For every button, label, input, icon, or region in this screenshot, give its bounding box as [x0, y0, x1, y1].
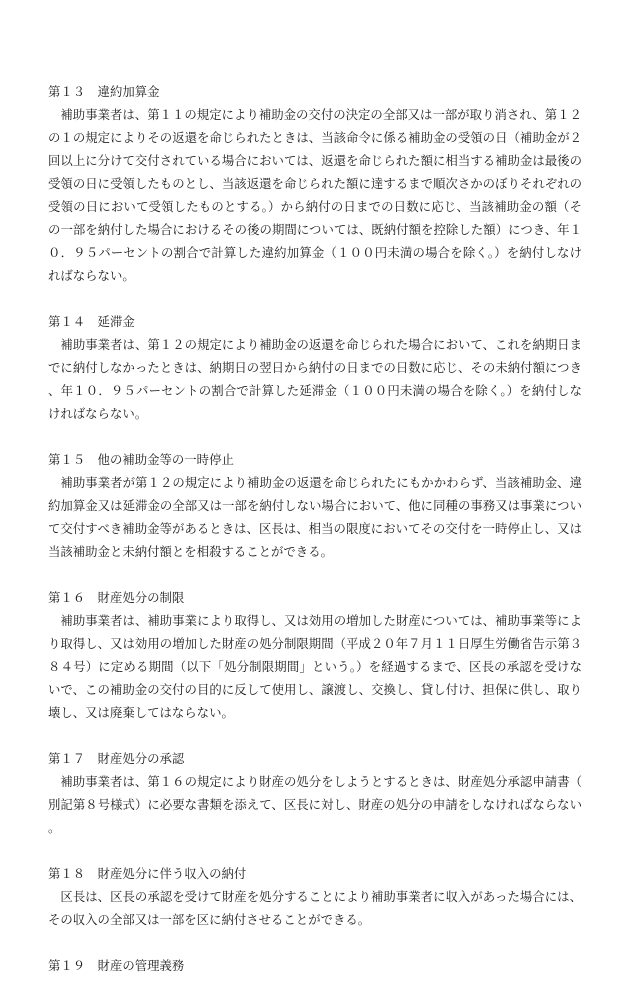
- section-body: 補助事業者は、第１６の規定により財産の処分をしようとするときは、財産処分承認申請書（別記第８号様式）に必要な書類を添えて、区長に対し、財産の処分の申請をしなければならない。: [48, 774, 582, 835]
- document-page: [48, 80, 582, 1000]
- section-heading: 第１７ 財産処分の承認: [48, 751, 185, 766]
- section-body: 補助事業者は、第１２の規定により補助金の返還を命じられた場合において、これを納期日までに納付しなかったときは、納期日の翌日から納付の日までの日数に応じ、その未納付額につき、年１０．９５パーセントの割合で計算した延滞金（１００円未満の場合を除く。）を納付しなければならない。: [48, 337, 582, 421]
- section-16: [48, 586, 582, 724]
- section-body: 補助事業者は、補助事業により取得し、又は効用の増加した財産については、補助事業等により取得し、又は効用の増加した財産の処分制限期間（平成２０年７月１１日厚生労働省告示第３８４号）に定める期間（以下「処分制限期間」という。）を経過するまで、区長の承認を受けないで、この補助金の交付の目的に反して使用し、譲渡し、交換し、貸し付け、担保に供し、取り壊し、又は廃棄してはならない。: [48, 613, 582, 720]
- section-14: [48, 310, 582, 425]
- section-13: [48, 80, 582, 287]
- section-heading: 第１４ 延滞金: [48, 314, 135, 329]
- section-heading: 第１３ 違約加算金: [48, 84, 160, 99]
- section-15: [48, 448, 582, 563]
- section-body: 補助事業者は、第１１の規定により補助金の交付の決定の全部又は一部が取り消され、第１２の１の規定によりその返還を命じられたときは、当該命令に係る補助金の受領の日（補助金が２回以上に分けて交付されている場合においては、返還を命じられた額に相当する補助金は最後の受領の日に受領したものとし、当該返還を命じられた額に達するまで順次さかのぼりそれぞれの受領の日において受領したものとする。）から納付の日までの日数に応じ、当該補助金の額（その一部を納付した場合におけるその後の期間については、既納付額を控除した額）につき、年１０．９５パーセントの割合で計算した違約加算金（１００円未満の場合を除く。）を納付しなければならない。: [48, 107, 582, 283]
- section-heading: 第１６ 財産処分の制限: [48, 590, 185, 605]
- section-18: [48, 862, 582, 931]
- section-heading: 第１５ 他の補助金等の一時停止: [48, 452, 234, 467]
- section-heading: 第１８ 財産処分に伴う収入の納付: [48, 866, 247, 881]
- section-17: [48, 747, 582, 839]
- section-body: 補助事業者が第１２の規定により補助金の返還を命じられたにもかかわらず、当該補助金、違約加算金又は延滞金の全部又は一部を納付しない場合において、他に同種の事務又は事業について交付すべき補助金等があるときは、区長は、相当の限度においてその交付を一時停止し、又は当該補助金と未納付額とを相殺することができる。: [48, 475, 582, 559]
- section-19: [48, 954, 582, 977]
- section-body: 区長は、区長の承認を受けて財産を処分することにより補助事業者に収入があった場合には、その収入の全部又は一部を区に納付させることができる。: [48, 889, 582, 927]
- section-heading: 第１９ 財産の管理義務: [48, 958, 185, 973]
